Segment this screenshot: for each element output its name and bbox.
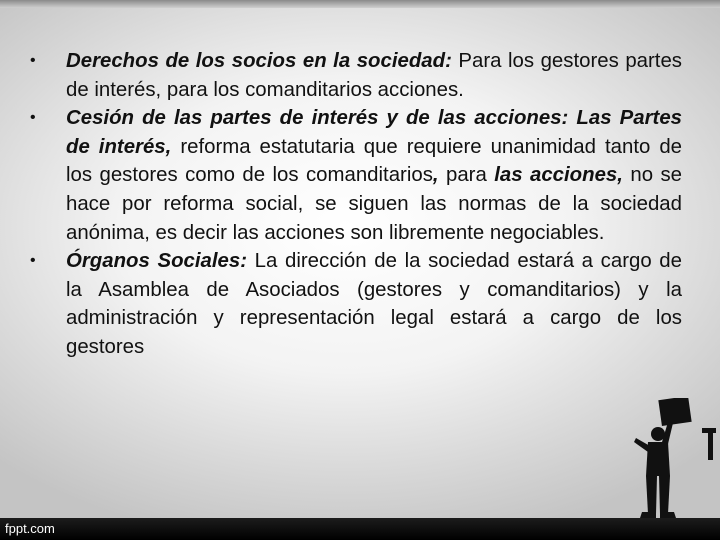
bullet-heading: Órganos Sociales: [66,250,248,273]
slide-content [22,47,682,362]
bullet-emphasis: las acciones, [494,164,623,187]
bullet-text: para [438,164,495,187]
bullet-item-derechos [22,47,682,104]
bullet-text: La dirección de la sociedad estará a cargo de la Asamblea de Asociados (gestores y comanditarios) y la administración y representación legal estará a cargo de los gestores [66,250,682,358]
bullet-text: no se hace por reforma social, se siguen las normas de la sociedad anónima, es decir las acciones son libremente negociables. [66,164,683,244]
top-border [0,0,720,8]
bullet-text: Para los gestores partes de interés, para los comanditarios acciones. [66,50,682,101]
bullet-item-organos [22,247,682,361]
bullet-text: reforma estatutaria que requiere unanimidad tanto de los gestores como de los comanditarios [66,135,682,187]
man-holding-sign-silhouette-icon [628,398,720,520]
bullet-list [22,47,682,362]
bullet-heading: Cesión de las partes de interés y de las acciones: Las Partes de interés, [66,107,682,158]
bullet-icon: • [30,252,36,270]
bullet-icon: • [30,52,36,69]
bullet-item-cesion [22,104,682,247]
bullet-heading: Derechos de los socios en la sociedad: [66,50,452,72]
footer-brand: fppt.com [5,521,55,536]
bullet-emphasis: , [432,164,439,187]
footer-bar [0,518,720,540]
bullet-icon: • [30,109,36,127]
